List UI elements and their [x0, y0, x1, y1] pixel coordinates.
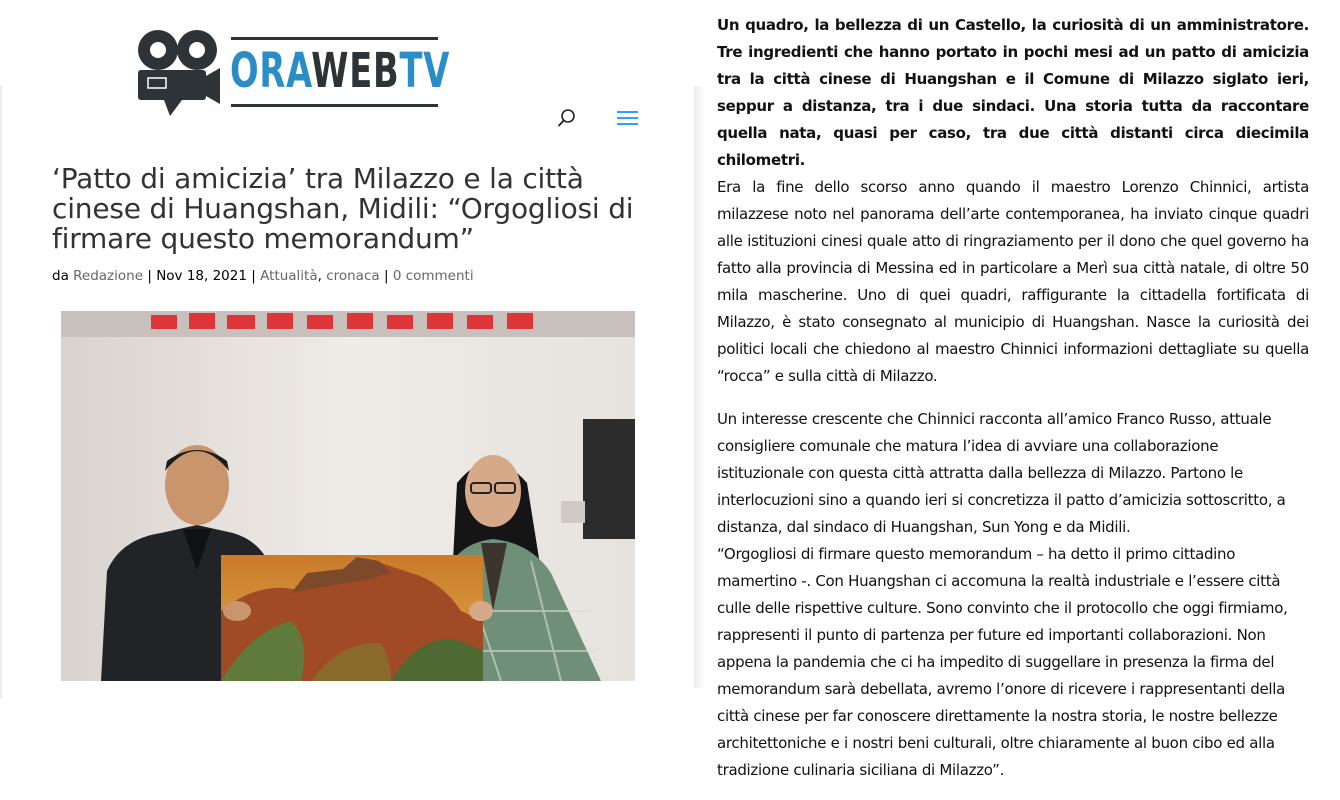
- logo-tv: TV: [399, 43, 451, 99]
- logo-bottom-rule: [231, 104, 438, 107]
- search-icon: [556, 107, 578, 129]
- meta-separator: |: [383, 268, 389, 284]
- by-label: da: [52, 268, 69, 284]
- category-link-cronaca[interactable]: cronaca: [326, 268, 380, 284]
- comments-link[interactable]: 0 commenti: [392, 268, 474, 284]
- column-divider-shadow: [694, 86, 704, 688]
- featured-image[interactable]: [61, 311, 635, 681]
- logo-ora: ORA: [230, 43, 312, 99]
- search-button[interactable]: [556, 107, 578, 129]
- post-date: Nov 18, 2021: [156, 268, 247, 284]
- article-lead: Un quadro, la bellezza di un Castello, la curiosità di un amministratore. Tre ingredienti che hanno portato in pochi mesi ad un patto di amicizia tra la città cinese di Huangshan e il Comune di Milazzo siglato ieri, seppur a distanza, tra i due sindaci. Una storia tutta da raccontare quella nata, quasi per caso, tra due città distanti circa diecimila chilometri.: [717, 16, 1309, 169]
- featured-photo: [61, 311, 635, 681]
- article-body: [717, 12, 1309, 784]
- left-column-shadow: [0, 86, 3, 698]
- menu-bar-2: [617, 117, 638, 119]
- menu-bar-3: [617, 123, 638, 125]
- logo-wordmark: [230, 40, 450, 100]
- post-meta: [52, 266, 652, 286]
- hamburger-menu-icon[interactable]: [617, 109, 639, 127]
- category-comma: ,: [317, 268, 322, 284]
- article-paragraph-3: “Orgogliosi di firmare questo memorandum – ha detto il primo cittadino mamertino -. Con Huangshan ci accomuna la realtà industriale e l’essere città culle delle rispettive culture. Sono convinto che il protocollo che oggi firmiamo, rappresenti il punto di partenza per future ed importanti collaborazioni. Non appena la pandemia che ci ha impedito di suggellare in presenza la firma del memorandum sarà debellata, avremo l’onore di ricevere i rappresentanti della città cinese per far conoscere direttamente la nostra storia, le nostre bellezze architettoniche e i nostri beni culturali, oltre chiaramente al buon cibo ed alla tradizione culinaria siciliana di Milazzo”.: [717, 545, 1288, 779]
- post-title: ‘Patto di amicizia’ tra Milazzo e la città cinese di Huangshan, Midili: “Orgogliosi di firmare questo memorandum”: [52, 162, 634, 255]
- meta-separator: |: [251, 268, 256, 284]
- meta-separator: |: [147, 268, 152, 284]
- article-paragraph-1: Era la fine dello scorso anno quando il maestro Lorenzo Chinnici, artista milazzese noto nel panorama dell’arte contemporanea, ha inviato cinque quadri alle istituzioni cinesi quale atto di ringraziamento per il dono che quel governo ha fatto alla provincia di Messina ed in particolare a Merì sua città natale, di oltre 50 mila mascherine. Uno di quei quadri, raffigurante la cittadella fortificata di Milazzo, è stato consegnato al municipio di Huangshan. Nasce la curiosità dei politici locali che chiedono al maestro Chinnici informazioni dettagliate su quella “rocca” e sulla città di Milazzo.: [717, 178, 1309, 385]
- logo-web: WEB: [311, 43, 400, 99]
- category-link-attualita[interactable]: Attualità: [260, 268, 318, 284]
- author-link[interactable]: Redazione: [73, 268, 144, 284]
- menu-bar-1: [617, 111, 638, 113]
- article-paragraph-2: Un interesse crescente che Chinnici racconta all’amico Franco Russo, attuale consigliere comunale che matura l’idea di avviare una collaborazione istituzionale con questa città attratta dalla bellezza di Milazzo. Partono le interlocuzioni sino a quando ieri si concretizza il patto d’amicizia sottoscritto, a distanza, dal sindaco di Huangshan, Sun Yong e da Midili.: [717, 410, 1286, 536]
